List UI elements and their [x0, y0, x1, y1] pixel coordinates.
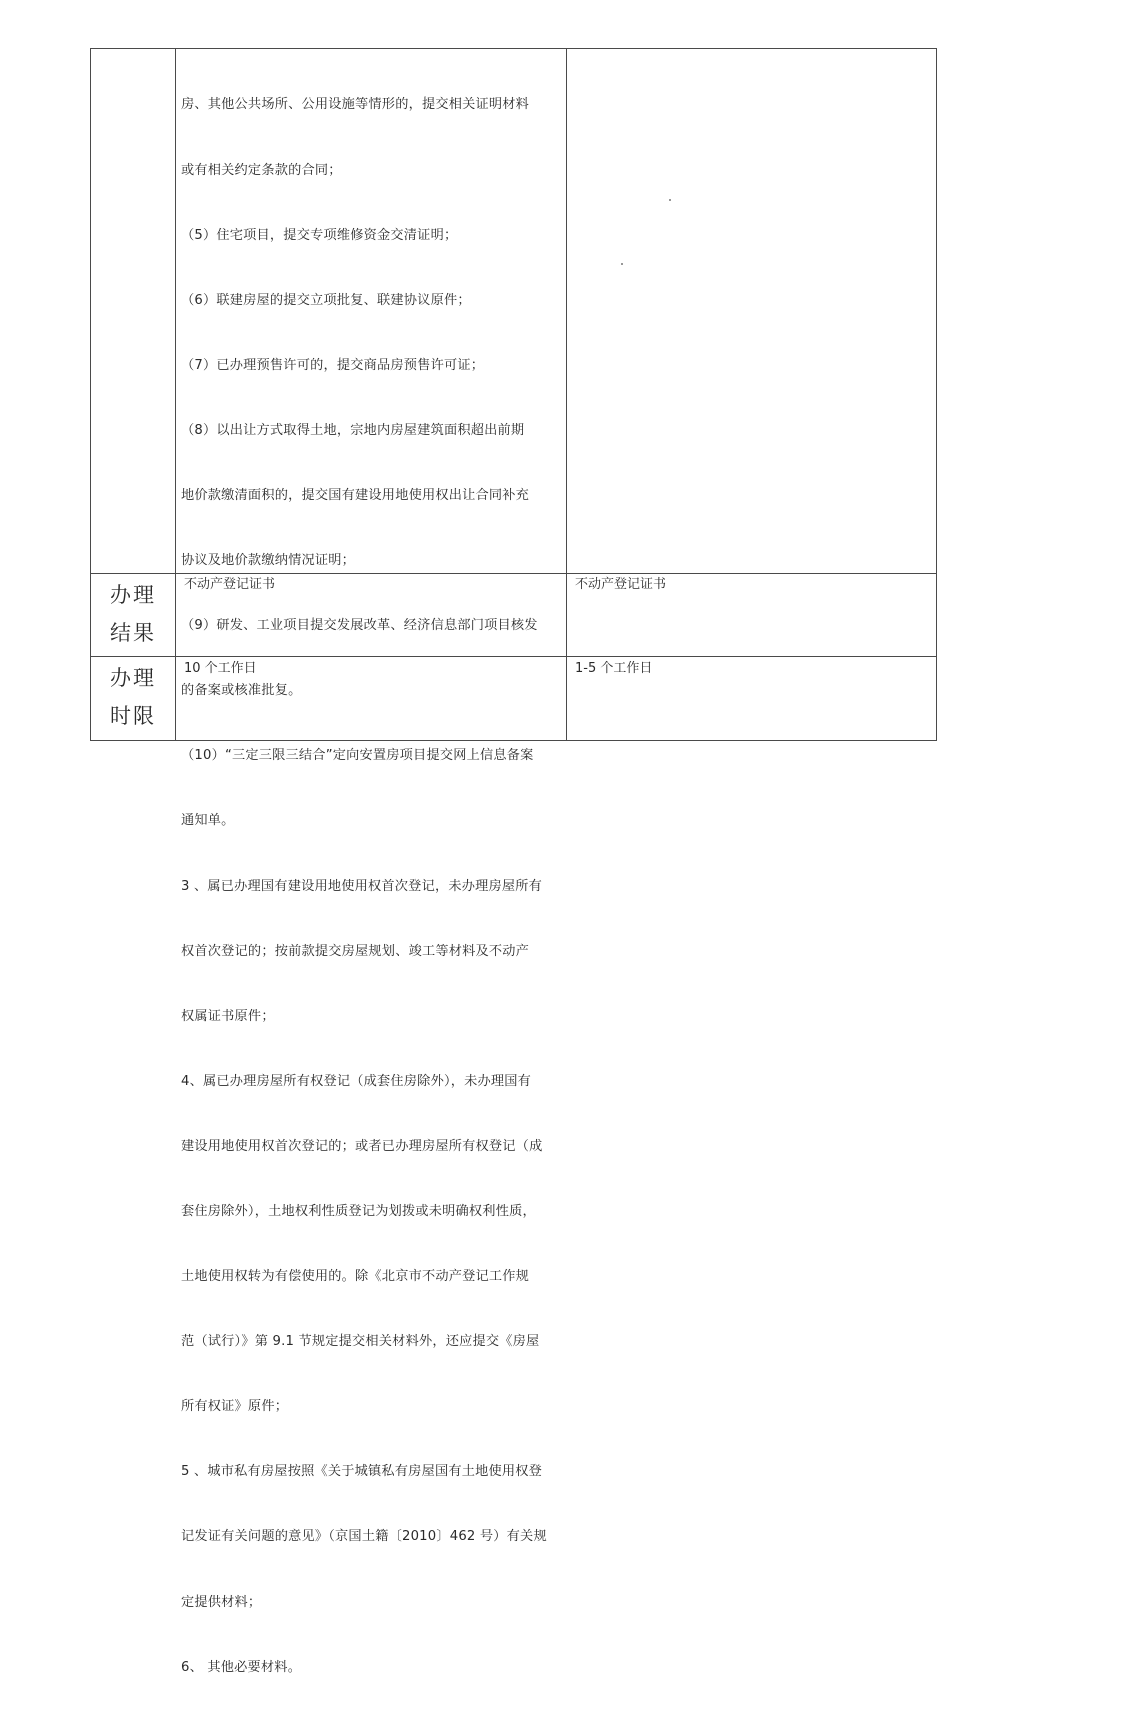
result-col1-text: 不动产登记证书: [184, 577, 276, 592]
materials-line: 房、其他公共场所、公用设施等情形的，提交相关证明材料: [181, 97, 530, 113]
materials-line: （7）已办理预售许可的，提交商品房预售许可证；: [181, 357, 485, 373]
materials-line: 地价款缴清面积的，提交国有建设用地使用权出让合同补充: [181, 487, 530, 503]
materials-line: 6、 其他必要材料。: [181, 1659, 302, 1675]
materials-line: （9）研发、工业项目提交发展改革、经济信息部门项目核发: [181, 618, 538, 634]
materials-line: 通知单。: [181, 813, 235, 829]
time-label-line1: 办理: [110, 666, 156, 690]
materials-line: 3 、属已办理国有建设用地使用权首次登记，未办理房屋所有: [181, 878, 543, 894]
materials-line: 权属证书原件；: [181, 1008, 275, 1024]
materials-line: （6）联建房屋的提交立项批复、联建协议原件；: [181, 292, 471, 308]
requirements-table: [90, 48, 937, 1675]
materials-line: （5）住宅项目，提交专项维修资金交清证明；: [181, 227, 458, 243]
materials-line: （8）以出让方式取得土地，宗地内房屋建筑面积超出前期: [181, 422, 525, 438]
materials-line: （10）“三定三限三结合”定向安置房项目提交网上信息备案: [181, 748, 534, 764]
time-row-label: [91, 659, 175, 741]
time-col1-text: 10 个工作日: [184, 661, 257, 676]
materials-line: 4、属已办理房屋所有权登记（成套住房除外），未办理国有: [181, 1073, 532, 1089]
result-col2-text: 不动产登记证书: [575, 577, 667, 592]
result-col1-cell: [176, 574, 566, 656]
time-label-line2: 时限: [110, 704, 156, 728]
materials-line: 权首次登记的；按前款提交房屋规划、竣工等材料及不动产: [181, 943, 530, 959]
scan-speck: [669, 199, 671, 201]
materials-line: 5 、城市私有房屋按照《关于城镇私有房屋国有土地使用权登: [181, 1464, 543, 1480]
materials-line: 土地使用权转为有偿使用的。除《北京市不动产登记工作规: [181, 1269, 530, 1285]
result-label-line2: 结果: [110, 621, 156, 645]
time-col2-text: 1-5 个工作日: [575, 661, 653, 676]
time-col1-cell: [176, 658, 566, 741]
scan-speck: [621, 263, 623, 265]
materials-line: 建设用地使用权首次登记的；或者已办理房屋所有权登记（成: [181, 1138, 543, 1154]
materials-line: 定提供材料；: [181, 1594, 262, 1610]
materials-line: 记发证有关问题的意见》（京国土籍〔2010〕462 号）有关规: [181, 1529, 547, 1545]
materials-line: 套住房除外），土地权利性质登记为划拨或未明确权利性质，: [181, 1204, 536, 1219]
result-row-label: [91, 576, 175, 656]
materials-line: 所有权证》原件；: [181, 1399, 289, 1415]
materials-line: 协议及地价款缴纳情况证明；: [181, 553, 356, 569]
materials-line: 范（试行）》第 9.1 节规定提交相关材料外，还应提交《房屋: [181, 1334, 540, 1350]
materials-line: 或有相关约定条款的合同；: [181, 162, 342, 178]
result-label-line1: 办理: [110, 583, 156, 607]
result-col2-cell: [567, 574, 937, 656]
materials-line: 的备案或核准批复。: [181, 683, 302, 699]
time-col2-cell: [567, 658, 937, 741]
